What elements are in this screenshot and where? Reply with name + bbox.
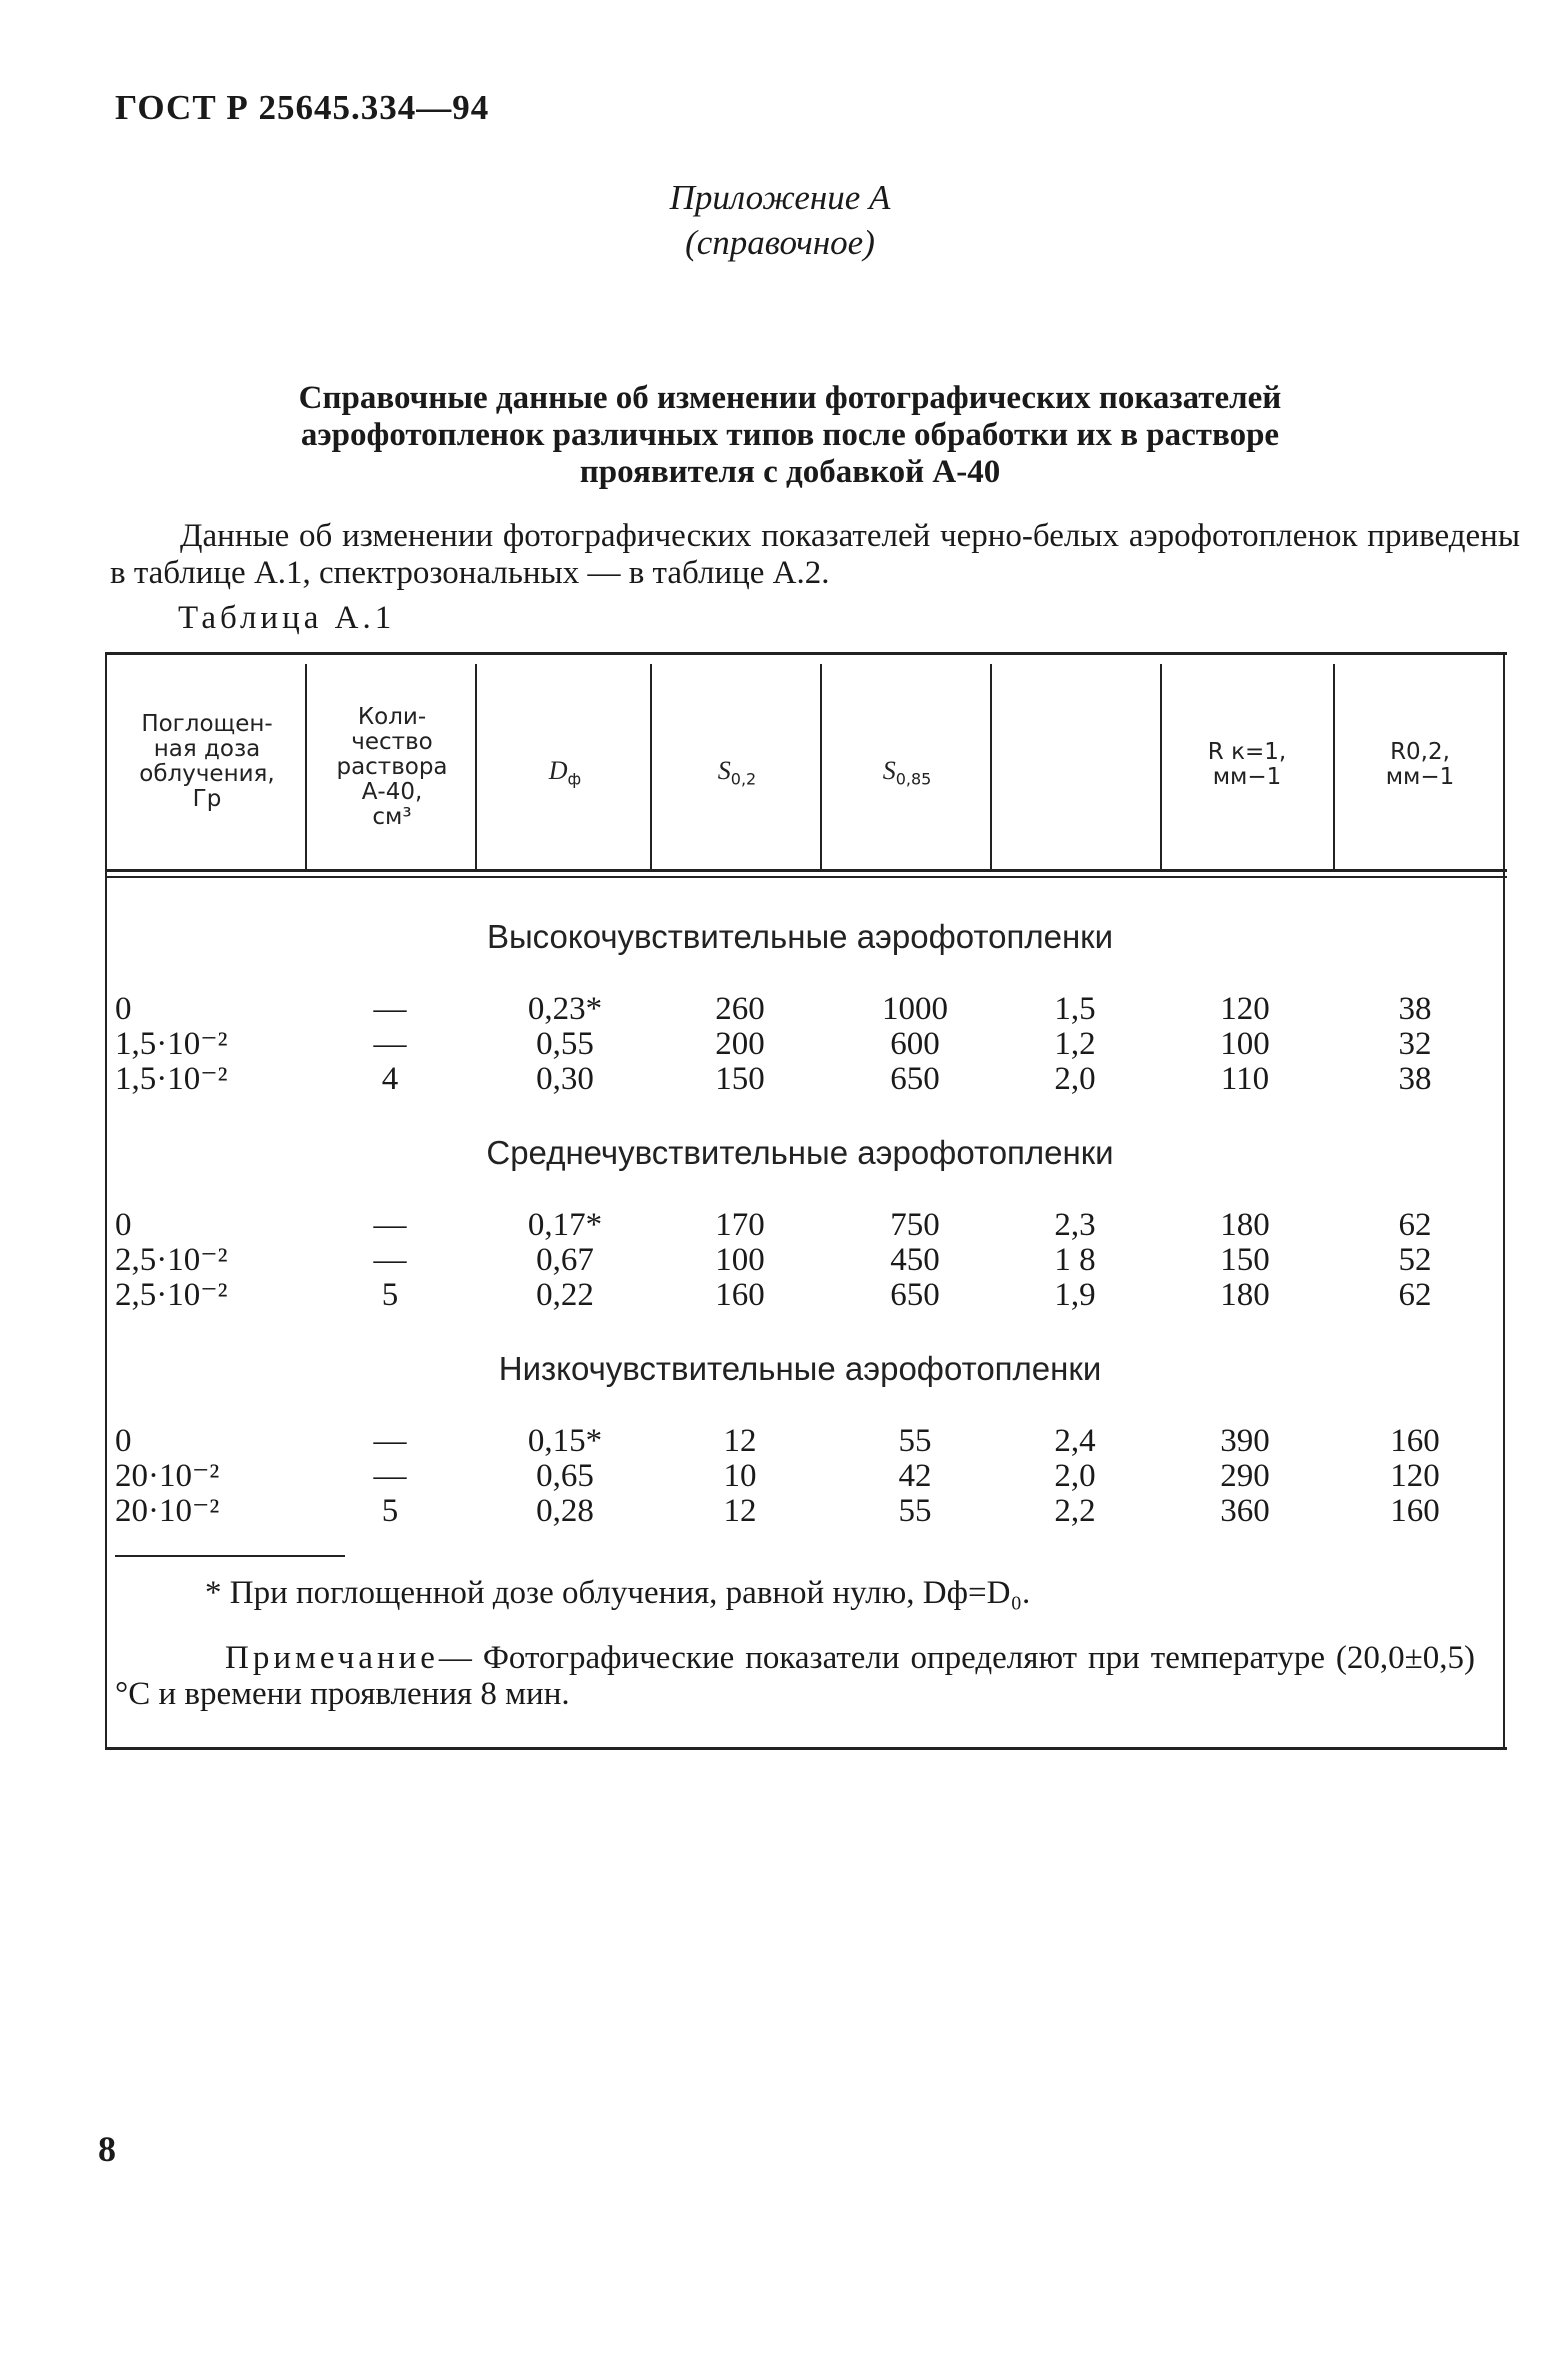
table-cell: — <box>373 1242 407 1278</box>
table-cell: 390 <box>1220 1423 1270 1459</box>
table-cell: 42 <box>898 1458 932 1494</box>
table-cell: 5 <box>381 1493 399 1529</box>
table-cell: 1,5 <box>1054 991 1096 1027</box>
table-cell: — <box>373 1458 407 1494</box>
table-cell: 1,2 <box>1054 1026 1096 1062</box>
table-cell: 150 <box>1220 1242 1270 1278</box>
header-subscript: 0,2 <box>730 769 757 789</box>
table-label: Таблица А.1 <box>178 600 396 636</box>
header-line: см³ <box>372 804 412 830</box>
table-cell: 600 <box>890 1026 940 1062</box>
table-cell: 1,9 <box>1054 1277 1096 1313</box>
frame-right <box>1503 652 1505 1750</box>
table-cell: 2,3 <box>1054 1207 1096 1243</box>
table-cell: 120 <box>1390 1458 1440 1494</box>
header-line: раствора <box>336 754 448 780</box>
footnote: * При поглощенной дозе облучения, равной нулю, Dф=D₀. <box>205 1575 1031 1611</box>
note-label: Примечание <box>225 1640 439 1676</box>
intro-paragraph: Данные об изменении фотографических показателей черно-белых аэрофотопленок приведены в таблице А.1, спектрозональных — в таблице А.2. <box>110 518 1520 591</box>
header-divider <box>475 664 477 869</box>
table-cell: 62 <box>1398 1277 1432 1313</box>
header-r02 <box>1335 740 1505 790</box>
header-subscript: ф <box>567 769 582 789</box>
table-cell: 20·10⁻² <box>115 1458 220 1494</box>
table-cell: 1,5·10⁻² <box>115 1061 228 1097</box>
table-cell: 5 <box>381 1277 399 1313</box>
table-cell: 120 <box>1220 991 1270 1027</box>
header-s02 <box>652 758 822 792</box>
table-cell: 0,55 <box>536 1026 594 1062</box>
page-number: 8 <box>98 2129 116 2169</box>
table-cell: 0,23* <box>527 991 603 1027</box>
header-rk1 <box>1162 740 1332 790</box>
table-bottom-rule <box>105 1747 1507 1750</box>
note-text: — Фотографические показатели определяют при температуре (20,0±0,5) °С и времени проявления 8 мин. <box>115 1640 1475 1712</box>
header-line: Гр <box>192 786 222 812</box>
table-cell: 260 <box>715 991 765 1027</box>
table-cell: 52 <box>1398 1242 1432 1278</box>
table-cell: 1 8 <box>1054 1242 1096 1278</box>
table-cell: 170 <box>715 1207 765 1243</box>
header-s085 <box>822 758 992 792</box>
header-divider <box>305 664 307 869</box>
table-cell: 38 <box>1398 1061 1432 1097</box>
table-cell: 0,65 <box>536 1458 594 1494</box>
header-symbol: S <box>882 756 896 785</box>
header-symbol: D <box>548 756 568 785</box>
heading-line: аэрофотопленок различных типов после обработки их в растворе <box>300 417 1280 453</box>
table-cell: 450 <box>890 1242 940 1278</box>
table-cell: 0,22 <box>536 1277 594 1313</box>
header-line: чество <box>351 729 433 755</box>
table-cell: 0,30 <box>536 1061 594 1097</box>
header-line: Поглощен- <box>141 711 273 737</box>
table-cell: 100 <box>715 1242 765 1278</box>
table-cell: 0 <box>115 991 132 1027</box>
table-cell: 180 <box>1220 1277 1270 1313</box>
section-heading <box>180 380 1400 491</box>
table-cell: 160 <box>1390 1423 1440 1459</box>
table-cell: 20·10⁻² <box>115 1493 220 1529</box>
table-cell: 2,5·10⁻² <box>115 1277 228 1313</box>
table-top-rule <box>105 652 1507 655</box>
header-rule-double <box>105 876 1507 878</box>
table-cell: 12 <box>723 1423 757 1459</box>
table-cell: 32 <box>1398 1026 1432 1062</box>
table-cell: 100 <box>1220 1026 1270 1062</box>
table-cell: 62 <box>1398 1207 1432 1243</box>
table-cell: — <box>373 991 407 1027</box>
header-line: А-40, <box>361 779 423 805</box>
table-cell: 1000 <box>882 991 948 1027</box>
table-cell: — <box>373 1026 407 1062</box>
appendix-title: Приложение А <box>669 178 891 217</box>
section-title: Высокочувствительные аэрофотопленки <box>486 918 1114 955</box>
table-cell: 650 <box>890 1277 940 1313</box>
table-cell: 160 <box>715 1277 765 1313</box>
footnote-rule <box>115 1555 345 1557</box>
table-cell: 0,28 <box>536 1493 594 1529</box>
table-cell: 0,67 <box>536 1242 594 1278</box>
table-cell: 0 <box>115 1423 132 1459</box>
table-cell: 2,2 <box>1054 1493 1096 1529</box>
table-cell: 0,17* <box>527 1207 603 1243</box>
table-cell: 180 <box>1220 1207 1270 1243</box>
table-cell: 1,5·10⁻² <box>115 1026 228 1062</box>
header-line: Коли- <box>357 704 427 730</box>
header-line: облучения, <box>139 761 275 787</box>
header-line: R к=1, <box>1207 739 1287 765</box>
table-cell: 12 <box>723 1493 757 1529</box>
table-cell: 0,15* <box>527 1423 603 1459</box>
document-id: ГОСТ Р 25645.334—94 <box>115 88 490 127</box>
heading-line: проявителя с добавкой А-40 <box>579 454 1001 490</box>
table-cell: — <box>373 1423 407 1459</box>
table-cell: 2,0 <box>1054 1061 1096 1097</box>
table-cell: 290 <box>1220 1458 1270 1494</box>
header-rule <box>105 869 1507 872</box>
header-symbol: S <box>717 756 731 785</box>
header-line: R0,2, <box>1390 739 1450 765</box>
table-cell: 10 <box>723 1458 757 1494</box>
header-line: мм−1 <box>1212 764 1282 790</box>
note <box>115 1640 1475 1712</box>
table-cell: 650 <box>890 1061 940 1097</box>
table-cell: 2,4 <box>1054 1423 1096 1459</box>
table-cell: 55 <box>898 1423 932 1459</box>
header-density <box>480 758 650 792</box>
header-line: мм−1 <box>1385 764 1455 790</box>
table-cell: 360 <box>1220 1493 1270 1529</box>
frame-left <box>105 652 107 1750</box>
header-subscript: 0,85 <box>895 769 932 789</box>
table-cell: 2,0 <box>1054 1458 1096 1494</box>
table-cell: 150 <box>715 1061 765 1097</box>
table-cell: 0 <box>115 1207 132 1243</box>
table-cell: — <box>373 1207 407 1243</box>
header-line: ная доза <box>153 736 261 762</box>
table-cell: 4 <box>381 1061 399 1097</box>
table-cell: 110 <box>1220 1061 1270 1097</box>
table-cell: 38 <box>1398 991 1432 1027</box>
heading-line: Справочные данные об изменении фотографических показателей <box>298 380 1282 416</box>
appendix-type: (справочное) <box>685 223 875 262</box>
table-cell: 750 <box>890 1207 940 1243</box>
section-title: Низкочувствительные аэрофотопленки <box>498 1350 1102 1387</box>
table-cell: 200 <box>715 1026 765 1062</box>
table-cell: 55 <box>898 1493 932 1529</box>
section-title: Среднечувствительные аэрофотопленки <box>486 1134 1114 1171</box>
header-dose <box>112 712 302 812</box>
header-amount <box>312 705 472 830</box>
table-cell: 160 <box>1390 1493 1440 1529</box>
table-cell: 2,5·10⁻² <box>115 1242 228 1278</box>
